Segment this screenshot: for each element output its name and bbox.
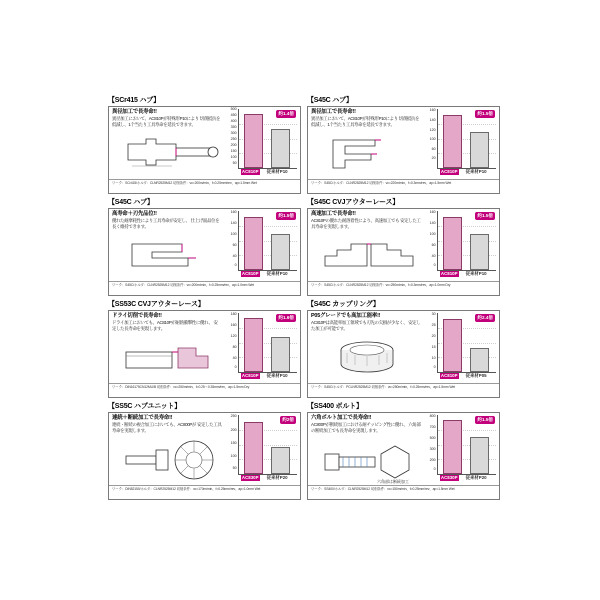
plot-area <box>239 415 297 475</box>
improvement-callout: 約1.6倍 <box>278 315 294 320</box>
panel-text-column <box>308 311 423 383</box>
y-tick: 120 <box>429 127 436 132</box>
panel-grid <box>108 96 500 500</box>
panel-title: 【SS53C CVJアウターレース】 <box>108 301 205 308</box>
cvj-outer-race-drawing <box>311 232 423 278</box>
x-label-ac830p: AC830P <box>241 475 259 480</box>
panel-s45c-hub <box>307 96 500 194</box>
y-tick: 180 <box>230 312 237 317</box>
y-tick: 30 <box>431 312 436 317</box>
plot-area <box>438 415 496 475</box>
bar-conventional <box>271 337 290 372</box>
hub-part-drawing <box>112 130 224 176</box>
y-tick: 50 <box>232 161 237 166</box>
x-label-conventional: 従来材P05 <box>465 373 487 378</box>
y-axis <box>424 211 438 271</box>
bar-chart <box>225 415 297 475</box>
x-label-conventional: 従来材P10 <box>266 271 288 276</box>
x-axis-labels <box>438 271 496 280</box>
y-tick: 200 <box>230 143 237 148</box>
panel-body <box>307 106 500 194</box>
x-label-ac810p: AC810P <box>440 373 458 378</box>
panel-chart-column <box>423 209 499 281</box>
y-tick: 140 <box>429 221 436 226</box>
bar-ac810p <box>443 115 462 168</box>
y-tick: 160 <box>230 210 237 215</box>
panel-s45c-cvj-outer-race <box>307 198 500 296</box>
y-tick: 100 <box>429 137 436 142</box>
x-axis-labels <box>438 373 496 382</box>
improvement-callout: 約1.4倍 <box>278 111 294 116</box>
y-tick: 150 <box>230 149 237 154</box>
panel-ss5c-hub-unit <box>108 402 301 500</box>
workpiece-illustration <box>311 232 421 278</box>
panel-body <box>108 310 301 398</box>
panel-s45c-coupling <box>307 300 500 398</box>
panel-body <box>108 208 301 296</box>
workpiece-illustration <box>112 334 222 380</box>
panel-subline: 異径加工において、AC810Pが特殊形P10により 切削抵抗を低減し、1个当たり工具寿命を延長できます。 <box>311 116 420 127</box>
bar-chart <box>424 415 496 475</box>
bar-chart <box>225 313 297 373</box>
bar-conventional <box>470 234 489 270</box>
panel-footnote: ワーク：SS400/ホルダ：CLNR2525M12 切削条件：vc=150m/min、f=0.25mm/rev、ap=1.5mm Wet <box>308 485 499 499</box>
y-tick: 15 <box>431 345 436 349</box>
improvement-callout: 約1.5倍 <box>477 417 493 422</box>
y-tick: 40 <box>232 253 237 258</box>
panel-body <box>307 310 500 398</box>
panel-text-column <box>109 413 224 485</box>
improvement-callout: 約2倍 <box>282 417 294 422</box>
y-tick: 500 <box>230 107 237 112</box>
y-tick: 40 <box>232 355 237 360</box>
panel-main <box>109 413 300 485</box>
panel-footnote: ワーク：S45C/ホルダ：CLNR2525M12 切削条件：vc=250m/min、f=0.3mm/rev、ap=1.0mm Dry <box>308 281 499 295</box>
y-axis <box>225 313 239 373</box>
x-label-ac810p: AC810P <box>241 271 259 276</box>
plot-area <box>438 109 496 169</box>
panel-s45c-hub-2 <box>108 198 301 296</box>
y-tick: 140 <box>429 118 436 123</box>
bar-conventional <box>470 437 489 474</box>
y-tick: 160 <box>429 108 436 113</box>
panel-headline: 異径加工で長寿命!! <box>311 109 356 115</box>
bar-conventional <box>271 129 290 168</box>
y-tick: 300 <box>429 447 436 451</box>
panel-title: 【S45C CVJアウターレース】 <box>307 199 400 206</box>
panel-chart-column <box>224 311 300 383</box>
x-axis-labels <box>239 373 297 382</box>
y-tick: 0 <box>234 263 237 268</box>
panel-main <box>308 311 499 383</box>
y-tick: 0 <box>433 263 436 268</box>
y-tick: 150 <box>230 441 237 445</box>
y-tick: 80 <box>232 345 237 349</box>
panel-body <box>307 208 500 296</box>
panel-main <box>308 209 499 281</box>
coupling-drawing <box>311 334 423 380</box>
hub-unit-drawing <box>112 436 224 484</box>
y-tick: 100 <box>429 232 436 237</box>
panel-subline: AC810Pは高能率加工領域でも刃先の欠損が少なく、 安定した加工が可能です。 <box>311 320 421 331</box>
x-label-conventional: 従来材P10 <box>266 169 288 174</box>
y-tick: 500 <box>429 436 436 441</box>
y-tick: 100 <box>230 232 237 237</box>
x-label-conventional: 従来材P10 <box>465 271 487 276</box>
x-label-ac810p: AC810P <box>440 169 458 174</box>
workpiece-illustration <box>311 334 421 380</box>
bar-ac830p <box>244 422 263 474</box>
plot-area <box>438 211 496 271</box>
workpiece-illustration <box>112 130 222 176</box>
bar-ac810p <box>244 114 263 168</box>
workpiece-illustration <box>112 232 222 278</box>
panel-text-column <box>109 107 224 179</box>
bar-ac810p <box>244 318 263 372</box>
panel-ss400-bolt <box>307 402 500 500</box>
panel-footnote: ワーク：DIN52150/ホルダ：CLNR2525M12 切削条件：vc=170m/min、f=0.25mm/rev、ap=1.0mm Wet <box>109 485 300 499</box>
y-tick: 10 <box>431 355 436 360</box>
panel-subline: ドライ加工においても、AC810Pが耐熱衝撃性に優れ、 安定した長寿命を実現します。 <box>112 320 218 331</box>
y-tick: 450 <box>230 113 237 118</box>
x-label-conventional: 従来材P20 <box>465 475 487 480</box>
y-axis <box>424 313 438 373</box>
x-label-ac810p: AC810P <box>241 169 259 174</box>
panel-title: 【SS5C ハブユニット】 <box>108 403 182 410</box>
y-tick: 60 <box>431 243 436 247</box>
panel-main <box>308 413 499 485</box>
y-tick: 200 <box>230 427 237 432</box>
panel-chart-column <box>224 209 300 281</box>
x-label-ac830p: AC830P <box>440 475 458 480</box>
improvement-callout: 約1.5倍 <box>477 213 493 218</box>
y-tick: 300 <box>230 131 237 136</box>
y-axis <box>225 415 239 475</box>
workpiece-illustration <box>112 436 222 482</box>
x-axis-labels <box>239 169 297 178</box>
panel-title: 【SS400 ボルト】 <box>307 403 363 410</box>
y-axis <box>424 109 438 169</box>
hub-profile-drawing <box>112 232 224 278</box>
panel-footnote: ワーク：S45C/ホルダ：CLNR2525M12 切削条件：vc=220m/min、f=0.3mm/rev、ap=1.5mm Wet <box>308 179 499 193</box>
panel-chart-column <box>423 107 499 179</box>
y-tick: 20 <box>431 156 436 161</box>
y-tick: 160 <box>230 323 237 328</box>
panel-title: 【S45C ハブ】 <box>108 199 154 206</box>
panel-headline: 異径加工で長寿命!! <box>112 109 157 115</box>
y-tick: 40 <box>431 253 436 258</box>
bar-conventional <box>470 132 489 168</box>
panel-main <box>109 209 300 281</box>
panel-subline: 異径加工において、AC810Pが特殊形P10により 切削抵抗を低減し、1个当たり工具寿命を延長できます。 <box>112 116 221 127</box>
y-tick: 140 <box>230 221 237 226</box>
panel-chart-column <box>224 413 300 485</box>
y-tick: 20 <box>431 334 436 339</box>
panel-body <box>108 106 301 194</box>
panel-text-column <box>109 209 224 281</box>
panel-footnote: ワーク：SCr415/ホルダ：CLNR2525M12 切削条件：vc=200m/min、f=0.25mm/rev、ap=1.5mm Wet <box>109 179 300 193</box>
panel-main <box>109 107 300 179</box>
panel-footnote: ワーク：S45C/ホルダ：CLNR2525M12 切削条件：vc=200m/min、f=0.25mm/rev、ap=1.0mm Wet <box>109 281 300 295</box>
panel-footnote: ワーク：S45C/ホルダ：PCLNR2525M12 切削条件：vc=250m/min、f=0.25mm/rev、ap=1.5mm Wet <box>308 383 499 397</box>
plot-area <box>239 109 297 169</box>
bar-conventional <box>470 348 489 372</box>
panel-footnote: ワーク：DIN16175CN12MU/B 切削条件：vc=250m/min、f=0.25～0.35mm/rev、ap=1.5mm Dry <box>109 383 300 397</box>
panel-title: 【SCr415 ハブ】 <box>108 97 160 104</box>
panel-headline: 高速加工で長寿命!! <box>311 211 356 217</box>
panel-chart-column <box>423 311 499 383</box>
panel-body <box>307 412 500 500</box>
bar-chart <box>424 109 496 169</box>
y-tick: 0 <box>433 365 436 370</box>
y-axis <box>225 109 239 169</box>
panel-title: 【S45C ハブ】 <box>307 97 353 104</box>
y-tick: 350 <box>230 125 237 130</box>
catalog-sheet <box>108 96 500 500</box>
x-axis-labels <box>438 475 496 484</box>
workpiece-illustration <box>311 436 421 482</box>
bar-ac830p <box>443 420 462 474</box>
x-axis-labels <box>239 475 297 484</box>
panel-text-column <box>308 209 423 281</box>
y-tick: 800 <box>429 414 436 419</box>
panel-headline: 六角ボルト加工で長寿命!! <box>311 415 372 421</box>
panel-subline: 連続・断続の複合加工においても、AC800Pが 安定した工具寿命を実現します。 <box>112 422 222 433</box>
x-label-conventional: 従来材P10 <box>465 169 487 174</box>
hex-note-text: 六角部は断続加工 <box>377 478 409 484</box>
y-tick: 250 <box>230 137 237 142</box>
y-axis <box>424 415 438 475</box>
x-axis-labels <box>239 271 297 280</box>
y-tick: 100 <box>230 155 237 160</box>
panel-headline: P05グレードでも高加工能率!! <box>311 313 381 319</box>
y-tick: 250 <box>230 414 237 419</box>
panel-scr415-hub <box>108 96 301 194</box>
hub-section-drawing <box>311 130 423 176</box>
x-axis-labels <box>438 169 496 178</box>
bar-ac810p <box>443 319 462 372</box>
improvement-callout: 約1.5倍 <box>278 213 294 218</box>
y-tick: 400 <box>230 119 237 124</box>
y-axis <box>225 211 239 271</box>
y-tick: 200 <box>429 457 436 462</box>
y-tick: 100 <box>230 454 237 459</box>
x-label-ac810p: AC810P <box>440 271 458 276</box>
bar-chart <box>424 211 496 271</box>
bar-chart <box>225 211 297 271</box>
panel-headline: 高寿命＋刃先品位!! <box>112 211 157 217</box>
y-tick: 60 <box>232 243 237 247</box>
panel-text-column <box>109 311 224 383</box>
panel-headline: ドライ切削で長寿命!! <box>112 313 162 319</box>
y-tick: 50 <box>232 466 237 471</box>
panel-subline: AC800Pが断続加工における耐チッピング性に優れ、 六角部の断続加工でも長寿命を実現します。 <box>311 422 421 433</box>
panel-chart-column <box>224 107 300 179</box>
bar-chart <box>424 313 496 373</box>
y-tick: 60 <box>431 147 436 151</box>
bar-ac810p <box>244 217 263 270</box>
y-tick: 25 <box>431 323 436 328</box>
race-section-drawing <box>112 334 224 380</box>
bar-chart <box>225 109 297 169</box>
y-tick: 0 <box>433 467 436 472</box>
panel-main <box>109 311 300 383</box>
improvement-callout: 約1.5倍 <box>477 111 493 116</box>
y-tick: 120 <box>230 334 237 339</box>
plot-area <box>438 313 496 373</box>
panel-body <box>108 412 301 500</box>
panel-text-column <box>308 413 423 485</box>
panel-ss53c-cvj-outer-race <box>108 300 301 398</box>
y-tick: 700 <box>429 425 436 430</box>
x-label-ac810p: AC810P <box>241 373 259 378</box>
improvement-callout: 約2.4倍 <box>477 315 493 320</box>
bar-conventional <box>271 234 290 270</box>
y-tick: 160 <box>429 210 436 215</box>
x-label-conventional: 従来材P20 <box>266 475 288 480</box>
x-label-conventional: 従来材P10 <box>266 373 288 378</box>
panel-headline: 連続＋断続加工で長寿命!! <box>112 415 173 421</box>
plot-area <box>239 313 297 373</box>
panel-subline: AC810Pの優れた耐溶着性により、高速加工でも 安定した工具寿命を実現します。 <box>311 218 421 229</box>
workpiece-illustration <box>311 130 421 176</box>
panel-chart-column <box>423 413 499 485</box>
panel-title: 【S45C カップリング】 <box>307 301 380 308</box>
panel-main <box>308 107 499 179</box>
plot-area <box>239 211 297 271</box>
bolt-drawing <box>311 436 423 484</box>
bar-conventional <box>271 447 290 474</box>
panel-subline: 優れた耐摩耗性により工具寿命が安定し、 仕上げ面品位を長く維持できます。 <box>112 218 220 229</box>
panel-text-column <box>308 107 423 179</box>
bar-ac810p <box>443 217 462 270</box>
y-tick: 0 <box>234 365 237 370</box>
